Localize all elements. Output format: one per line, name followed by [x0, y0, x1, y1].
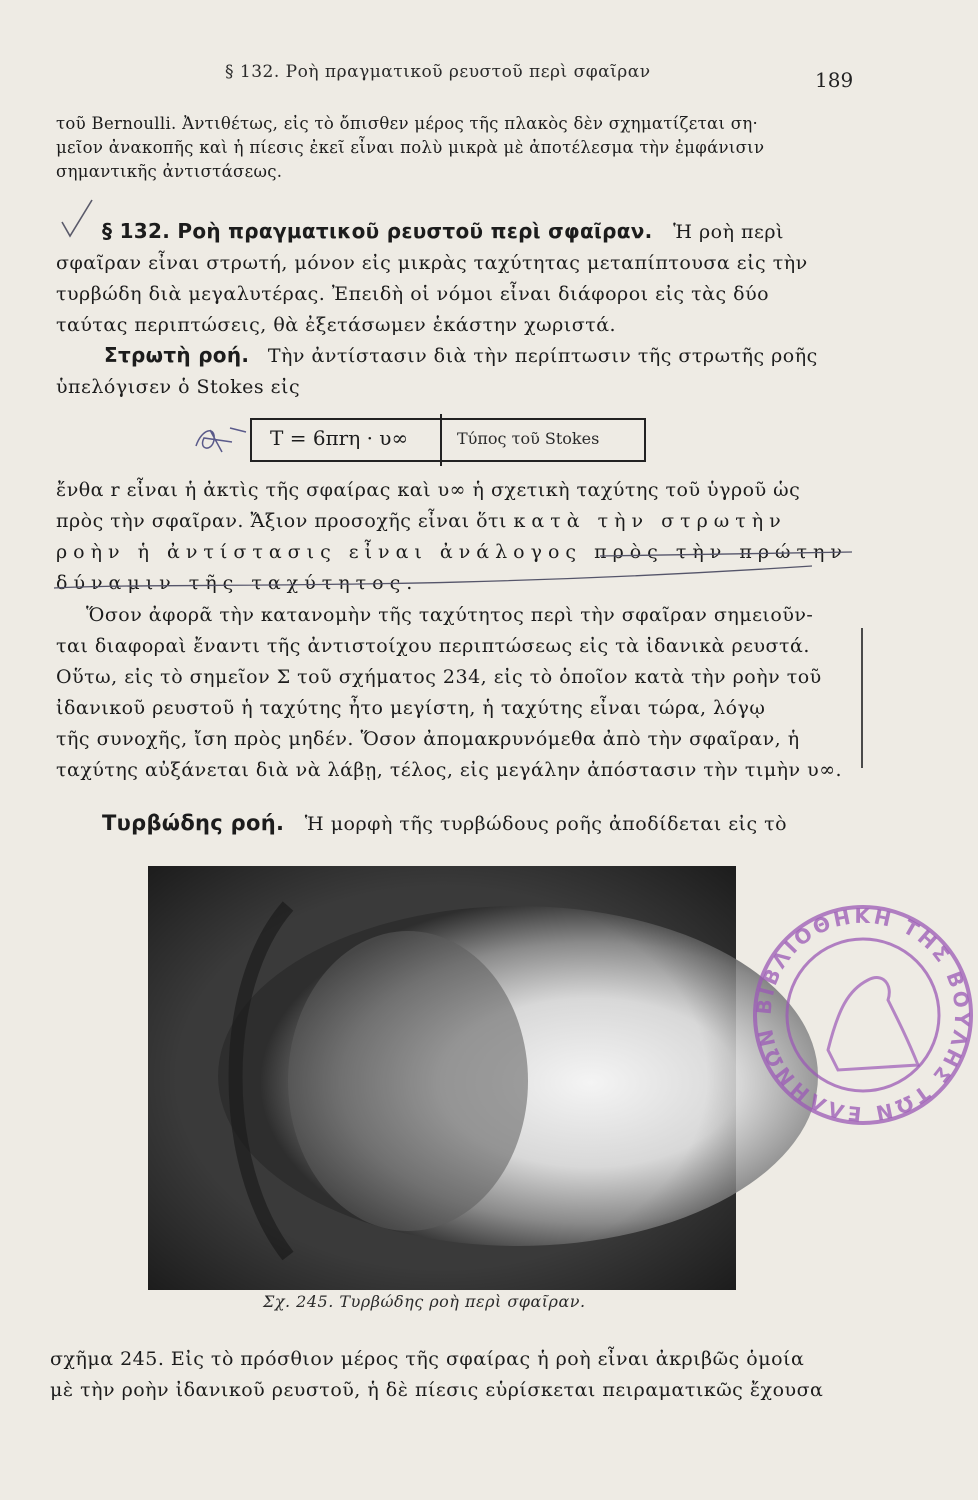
turbulent-paragraph — [56, 808, 787, 840]
figure-caption: Σχ. 245. Τυρβώδης ροὴ περὶ σφαῖραν. — [263, 1292, 586, 1311]
closing-paragraph — [50, 1344, 823, 1406]
svg-text:ΒΙΒΛΙΟΘΗΚΗ ΤΗΣ ΒΟΥΛΗΣ ΤΩΝ ΕΛΛΗ — [752, 904, 975, 1126]
explanation-line: ἔνθα r εἶναι ἡ ἀκτὶς τῆς σφαίρας καὶ υ∞ ἡ σχετικὴ ταχύτης τοῦ ὑγροῦ ὡς — [56, 479, 801, 501]
emphasized-text: ροὴν ἡ ἀντίστασις εἶναι ἀνάλογος πρὸς τὴν πρώτην — [56, 541, 848, 563]
explanation-line: πρὸς τὴν σφαῖραν. Ἄξιον προσοχῆς εἶναι ὅτι — [56, 510, 514, 532]
section-heading: § 132. Ροὴ πραγματικοῦ ρευστοῦ περὶ σφαῖραν. — [102, 219, 653, 243]
library-stamp — [748, 900, 978, 1130]
closing-line: σχῆμα 245. Εἰς τὸ πρόσθιον μέρος τῆς σφαίρας ἡ ροὴ εἶναι ἀκριβῶς ὁμοία — [50, 1348, 805, 1370]
formula-divider — [440, 414, 442, 466]
intro-line: σημαντικῆς ἀντιστάσεως. — [56, 162, 283, 181]
emphasized-text: δύναμιν τῆς ταχύτητος. — [56, 572, 419, 594]
flow-image — [148, 866, 736, 1290]
section-paragraph — [56, 216, 808, 341]
turbulent-flow-photograph — [148, 866, 736, 1290]
velocity-line: ἰδανικοῦ ρευστοῦ ἡ ταχύτης ἦτο μεγίστη, ἡ ταχύτης εἶναι τώρα, λόγῳ — [56, 697, 766, 719]
velocity-line: ταχύτης αὐξάνεται διὰ νὰ λάβῃ, τέλος, εἰς μεγάλην ἀπόστασιν τὴν τιμὴν υ∞. — [56, 759, 843, 781]
turbulent-first-line: Ἡ μορφὴ τῆς τυρβώδους ροῆς ἀποδίδεται εἰς τὸ — [304, 813, 788, 835]
section-line: ταύτας περιπτώσεις, θὰ ἐξετάσωμεν ἑκάστην χωριστά. — [56, 314, 617, 336]
intro-paragraph — [56, 112, 764, 184]
section-first-line: Ἡ ροὴ περὶ — [673, 221, 784, 243]
velocity-line: τῆς συνοχῆς, ἴση πρὸς μηδέν. Ὅσον ἀπομακρυνόμεθα ἀπὸ τὴν σφαῖραν, ἡ — [56, 728, 800, 750]
intro-line: τοῦ Bernoulli. Ἀντιθέτως, εἰς τὸ ὄπισθεν μέρος τῆς πλακὸς δὲν σχηματίζεται ση· — [56, 114, 759, 133]
pencil-margin-line — [861, 628, 863, 768]
laminar-line: ὑπελόγισεν ὁ Stokes εἰς — [56, 376, 301, 398]
section-line: τυρβώδη διὰ μεγαλυτέρας. Ἐπειδὴ οἱ νόμοι εἶναι διάφοροι εἰς τὰς δύο — [56, 283, 770, 305]
page-number: 189 — [815, 68, 854, 92]
laminar-paragraph — [56, 340, 818, 403]
closing-line: μὲ τὴν ροὴν ἰδανικοῦ ρευστοῦ, ἡ δὲ πίεσις εὑρίσκεται πειραματικῶς ἔχουσα — [50, 1379, 824, 1401]
running-head: § 132. Ροὴ πραγματικοῦ ρευστοῦ περὶ σφαῖραν — [225, 62, 651, 82]
stokes-formula-box — [250, 418, 646, 462]
intro-line: μεῖον ἀνακοπῆς καὶ ἡ πίεσις ἐκεῖ εἶναι πολὺ μικρὰ μὲ ἀποτέλεσμα τὴν ἐμφάνισιν — [56, 138, 765, 157]
owl-emblem-icon — [828, 978, 918, 1070]
emphasized-text: κατὰ τὴν στρωτὴν — [513, 510, 787, 532]
section-line: σφαῖραν εἶναι στρωτή, μόνον εἰς μικρὰς ταχύτητας μεταπίπτουσα εἰς τὴν — [56, 252, 808, 274]
velocity-paragraph — [56, 600, 842, 786]
stokes-formula: T = 6πrη · υ∞ — [270, 426, 409, 450]
velocity-line: ται διαφοραὶ ἔναντι τῆς ἀντιστοίχου περιπτώσεως εἰς τὰ ἰδανικὰ ρευστά. — [56, 635, 810, 657]
pencil-scribble — [192, 422, 252, 456]
stamp-ring-text: ΒΙΒΛΙΟΘΗΚΗ ΤΗΣ ΒΟΥΛΗΣ ΤΩΝ ΕΛΛΗΝΩΝ — [751, 903, 975, 1127]
laminar-heading: Στρωτὴ ροή. — [104, 343, 250, 367]
velocity-line: Οὕτω, εἰς τὸ σημεῖον Σ τοῦ σχήματος 234, εἰς τὸ ὁποῖον κατὰ τὴν ροὴν τοῦ — [56, 666, 822, 688]
velocity-line: Ὅσον ἀφορᾶ τὴν κατανομὴν τῆς ταχύτητος περὶ τὴν σφαῖραν σημειοῦν- — [86, 604, 814, 626]
pencil-underline — [52, 530, 872, 600]
turbulent-heading: Τυρβώδης ροή. — [102, 811, 285, 835]
stokes-formula-label: Τύπος τοῦ Stokes — [457, 429, 600, 448]
laminar-first-line: Τὴν ἀντίστασιν διὰ τὴν περίπτωσιν τῆς στρωτῆς ροῆς — [267, 345, 818, 367]
